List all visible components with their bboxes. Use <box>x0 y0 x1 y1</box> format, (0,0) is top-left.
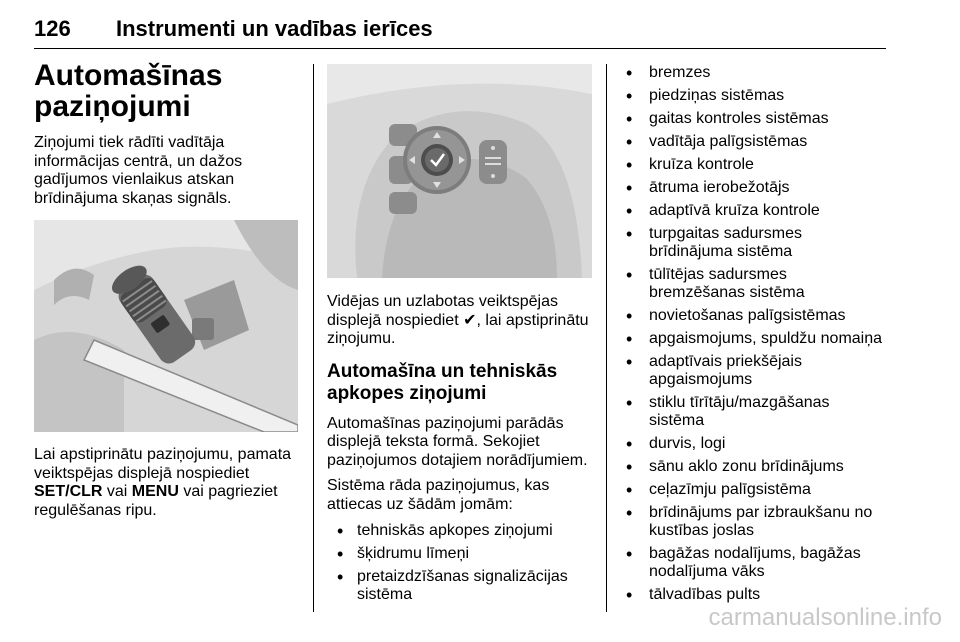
section-heading: Automašīnas paziņojumi <box>34 59 223 123</box>
column-3 <box>622 64 942 609</box>
turn-signal-lever-figure <box>34 220 298 432</box>
list-item: • turpgaitas sadursmes brīdinājuma sistēma <box>622 225 942 261</box>
list-item: • stiklu tīrītāju/mazgāšanas sistēma <box>622 394 942 430</box>
list-item: • brīdinājums par izbraukšanu no kustības joslas <box>622 504 942 540</box>
list-item: • ceļazīmju palīgsistēma <box>622 481 942 499</box>
column-divider-left <box>313 64 314 612</box>
check-icon: ✔ <box>463 311 477 329</box>
list-item: • vadītāja palīgsistēmas <box>622 133 942 151</box>
list-item: • sānu aklo zonu brīdinājums <box>622 458 942 476</box>
list-item: • apgaismojums, spuldžu nomaiņa <box>622 330 942 348</box>
messages-paragraph: Automašīnas paziņojumi parādās displejā teksta formā. Sekojiet paziņojumos dotajiem norādījumiem. <box>327 414 588 469</box>
confirm-paragraph-advanced: Vidējas un uzlabotas veiktspējas displejā nospiediet ✔, lai apstiprinātu ziņojumu. <box>327 293 589 347</box>
menu-label: MENU <box>131 483 179 500</box>
list-item: • novietošanas palīgsistēmas <box>622 307 942 325</box>
column-1 <box>34 60 298 520</box>
list-item: • šķidrumu līmeņi <box>327 545 592 563</box>
watermark: carmanualsonline.info <box>708 604 942 631</box>
list-item: • tālvadības pults <box>622 586 942 604</box>
header-rule <box>34 48 886 49</box>
areas-list-start <box>327 522 592 604</box>
list-item: • tūlītējas sadursmes bremzēšanas sistēma <box>622 266 942 302</box>
subheading: Automašīna un tehniskās apkopes ziņojumi <box>327 360 558 404</box>
list-item: • adaptīvais priekšējais apgaismojums <box>622 353 942 389</box>
set-clr-label: SET/CLR <box>34 483 103 500</box>
areas-list-continued <box>622 64 942 604</box>
list-item: • ātruma ierobežotājs <box>622 179 942 197</box>
column-divider-right <box>606 64 607 612</box>
list-item: • kruīza kontrole <box>622 156 942 174</box>
list-item: • adaptīvā kruīza kontrole <box>622 202 942 220</box>
list-item: • bagāžas nodalījums, bagāžas nodalījuma vāks <box>622 545 942 581</box>
list-item: • bremzes <box>622 64 942 82</box>
page-header <box>34 4 886 48</box>
list-item: • tehniskās apkopes ziņojumi <box>327 522 592 540</box>
list-item: • gaitas kontroles sistēmas <box>622 110 942 128</box>
intro-paragraph: Ziņojumi tiek rādīti vadītāja informācijas centrā, un dažos gadījumos vienlaikus atskan brīdinājuma skaņas signāls. <box>34 134 243 207</box>
list-item: • pretaizdzīšanas signalizācijas sistēma <box>327 568 592 604</box>
list-item: • durvis, logi <box>622 435 942 453</box>
confirm-paragraph-basic: Lai apstiprinātu paziņojumu, pamata veiktspējas displejā nospiediet SET/CLR vai MENU vai pagrieziet regulēšanas ripu. <box>34 446 292 519</box>
areas-paragraph: Sistēma rāda paziņojumus, kas attiecas uz šādām jomām: <box>327 477 550 513</box>
column-2 <box>327 64 592 609</box>
steering-wheel-controls-figure <box>327 64 592 278</box>
running-title: Instrumenti un vadības ierīces <box>116 16 433 41</box>
list-item: • piedziņas sistēmas <box>622 87 942 105</box>
page-number: 126 <box>34 16 71 41</box>
